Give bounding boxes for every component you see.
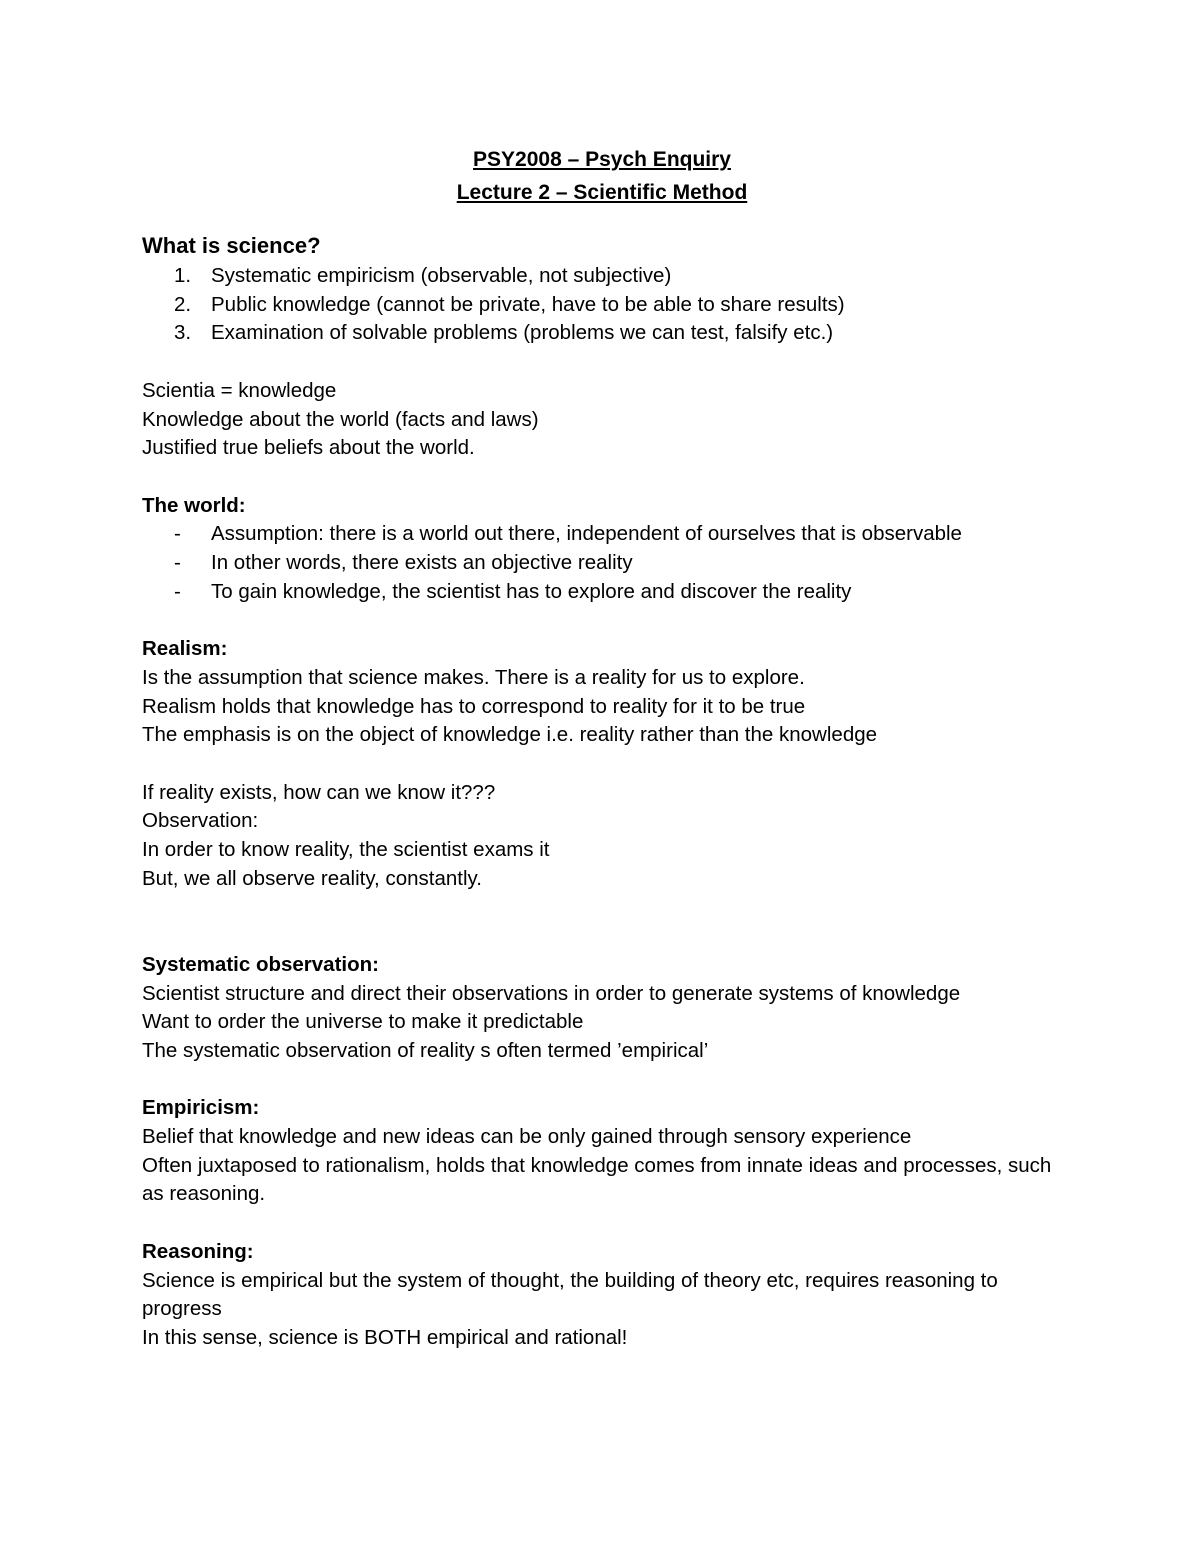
list-item xyxy=(142,319,1062,348)
paragraph-line: Knowledge about the world (facts and laws) xyxy=(142,407,539,431)
section-heading: Realism: xyxy=(142,637,228,661)
spacer xyxy=(142,606,1062,635)
list-marker: 1. xyxy=(174,264,192,287)
list-item-text: Public knowledge (cannot be private, have to be able to share results) xyxy=(211,292,845,316)
section-empiricism xyxy=(142,1094,1062,1209)
numbered-list xyxy=(142,262,1062,348)
list-item xyxy=(142,291,1062,320)
paragraph-line: In this sense, science is BOTH empirical and rational! xyxy=(142,1325,628,1349)
section-scientia xyxy=(142,377,1062,463)
list-item-text: Systematic empiricism (observable, not subjective) xyxy=(211,264,672,287)
paragraph-line: Justified true beliefs about the world. xyxy=(142,436,475,460)
list-item xyxy=(142,520,1062,549)
paragraph-line: In order to know reality, the scientist exams it xyxy=(142,838,550,861)
spacer xyxy=(142,1209,1062,1238)
lecture-title: Lecture 2 – Scientific Method xyxy=(456,181,748,204)
list-item-text: Assumption: there is a world out there, independent of ourselves that is observable xyxy=(211,522,962,546)
list-marker: - xyxy=(174,579,181,603)
list-item-text: Examination of solvable problems (problems we can test, falsify etc.) xyxy=(211,321,834,345)
document-page xyxy=(142,143,1062,1353)
spacer xyxy=(142,893,1062,950)
paragraph-line: If reality exists, how can we know it??? xyxy=(142,780,496,804)
paragraph-line: Realism holds that knowledge has to correspond to reality for it to be true xyxy=(142,694,806,718)
section-heading: What is science? xyxy=(142,233,321,258)
list-item-text: In other words, there exists an objective reality xyxy=(211,551,633,574)
document-title-block xyxy=(142,143,1062,209)
paragraph-line: Scientia = knowledge xyxy=(142,378,337,402)
list-item xyxy=(142,578,1062,607)
list-item-text: To gain knowledge, the scientist has to explore and discover the reality xyxy=(211,579,852,603)
list-marker: - xyxy=(174,522,181,546)
paragraph-line: Belief that knowledge and new ideas can be only gained through sensory experience xyxy=(142,1125,912,1148)
list-marker: 3. xyxy=(174,321,192,345)
paragraph-line: Is the assumption that science makes. There is a reality for us to explore. xyxy=(142,665,805,689)
spacer xyxy=(142,750,1062,779)
list-marker: 2. xyxy=(174,292,192,316)
section-what-is-science xyxy=(142,230,1062,348)
section-reasoning xyxy=(142,1238,1062,1353)
spacer xyxy=(142,1066,1062,1095)
list-item xyxy=(142,549,1062,578)
list-marker: - xyxy=(174,551,181,574)
list-item xyxy=(142,262,1062,291)
course-title: PSY2008 – Psych Enquiry xyxy=(473,148,731,171)
section-systematic-observation xyxy=(142,951,1062,1066)
spacer xyxy=(142,348,1062,377)
paragraph-line: But, we all observe reality, constantly. xyxy=(142,866,482,890)
section-the-world xyxy=(142,492,1062,607)
paragraph-line: Scientist structure and direct their observations in order to generate systems of knowledge xyxy=(142,981,961,1005)
paragraph-line: The emphasis is on the object of knowledge i.e. reality rather than the knowledge xyxy=(142,723,878,747)
section-realism xyxy=(142,635,1062,750)
section-heading: Empiricism: xyxy=(142,1096,260,1120)
paragraph-line: Observation: xyxy=(142,809,259,833)
paragraph-line: Often juxtaposed to rationalism, holds that knowledge comes from innate ideas and processes, such as reasoning. xyxy=(142,1153,1052,1206)
spacer xyxy=(142,463,1062,492)
paragraph-line: Science is empirical but the system of thought, the building of theory etc, requires reasoning to progress xyxy=(142,1268,998,1321)
bullet-list xyxy=(142,520,1062,606)
paragraph-line: The systematic observation of reality s often termed ’empirical’ xyxy=(142,1038,709,1062)
section-observation xyxy=(142,779,1062,894)
section-heading: The world: xyxy=(142,493,246,517)
section-heading: Reasoning: xyxy=(142,1239,254,1263)
paragraph-line: Want to order the universe to make it predictable xyxy=(142,1010,584,1034)
section-heading: Systematic observation: xyxy=(142,952,379,976)
